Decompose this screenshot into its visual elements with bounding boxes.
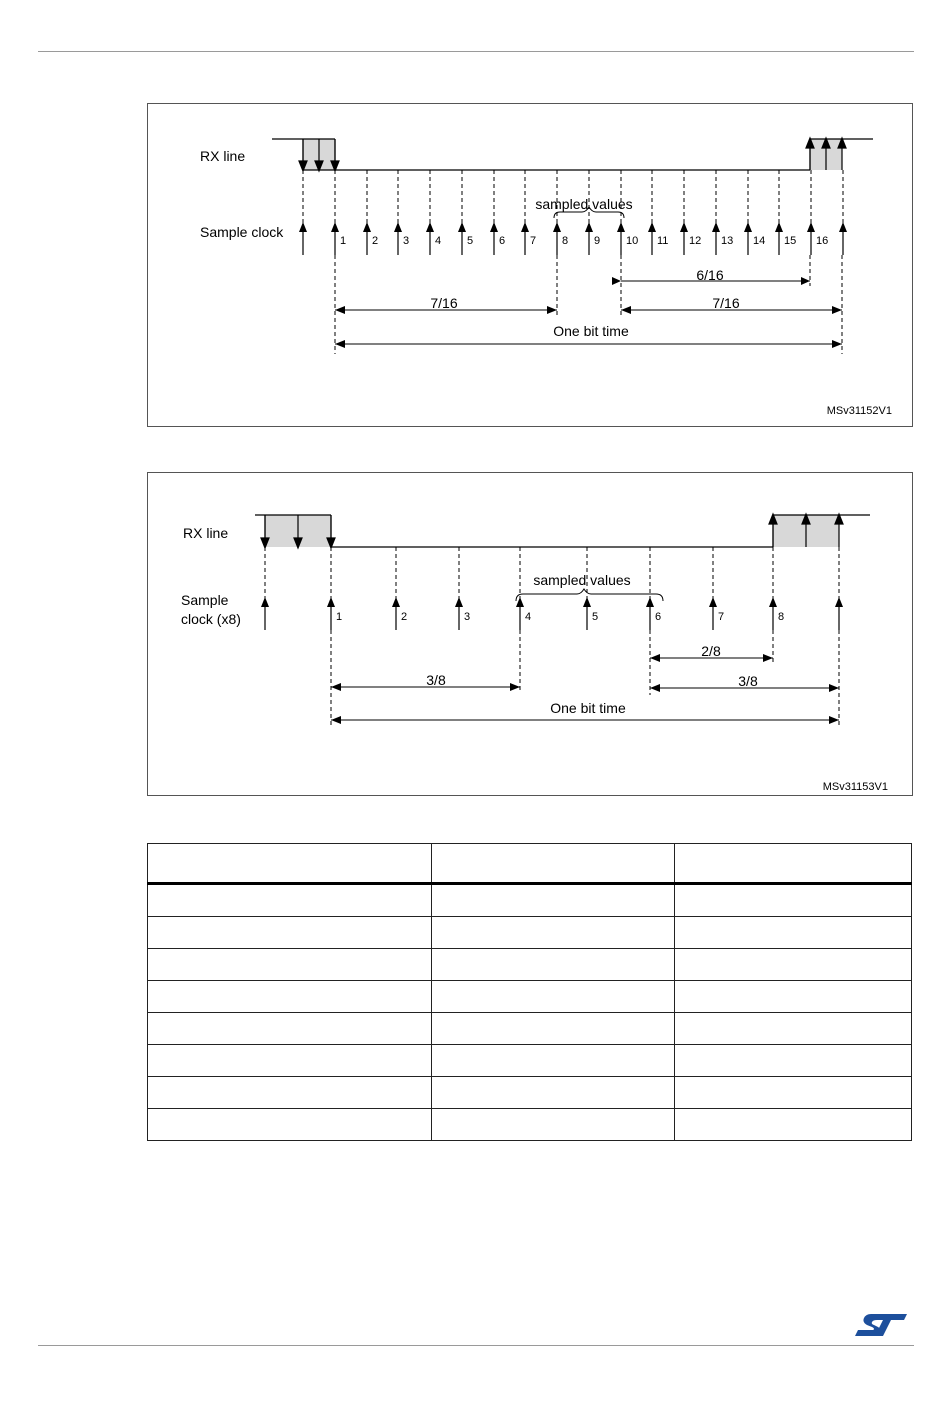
table-row bbox=[148, 1045, 912, 1077]
diagram-16-svg bbox=[148, 104, 914, 428]
sample-number: 15 bbox=[784, 235, 797, 247]
sample-number: 14 bbox=[753, 235, 766, 247]
figure-ref: MSv31153V1 bbox=[822, 781, 888, 793]
oversampling-16-diagram bbox=[147, 103, 913, 427]
table-cell bbox=[674, 917, 911, 949]
header-rule bbox=[38, 51, 914, 52]
dim-7-16-left-label: 7/16 bbox=[430, 295, 458, 311]
table-header-cell bbox=[432, 844, 674, 884]
sampled-values-label: sampled values bbox=[535, 196, 633, 212]
footer-rule bbox=[38, 1345, 914, 1346]
sample-number: 1 bbox=[336, 611, 343, 623]
sample-clock-arrow bbox=[261, 597, 269, 630]
st-logo-shape bbox=[855, 1314, 907, 1336]
table-row bbox=[148, 981, 912, 1013]
sample-number: 3 bbox=[464, 611, 471, 623]
table-cell bbox=[674, 1013, 911, 1045]
sample-number: 9 bbox=[594, 235, 601, 247]
table-cell bbox=[674, 1045, 911, 1077]
sample-clock-arrow bbox=[426, 222, 434, 255]
sample-number: 6 bbox=[655, 611, 662, 623]
table-cell bbox=[148, 981, 432, 1013]
sample-number: 13 bbox=[721, 235, 734, 247]
table-row bbox=[148, 1109, 912, 1141]
figure-ref: MSv31152V1 bbox=[826, 405, 892, 417]
sample-clock-arrow bbox=[490, 222, 498, 255]
table-cell bbox=[432, 1109, 674, 1141]
table-cell bbox=[148, 917, 432, 949]
table-header-cell bbox=[674, 844, 911, 884]
sample-clock-arrow bbox=[775, 222, 783, 255]
table-cell bbox=[432, 1013, 674, 1045]
sample-clock-arrow bbox=[585, 222, 593, 255]
sample-number: 7 bbox=[530, 235, 537, 247]
table-row bbox=[148, 1013, 912, 1045]
table-cell bbox=[432, 917, 674, 949]
sample-clock-arrow bbox=[617, 222, 625, 255]
table-cell bbox=[148, 1077, 432, 1109]
sample-number: 2 bbox=[401, 611, 408, 623]
sample-number: 3 bbox=[403, 235, 410, 247]
table-cell bbox=[432, 884, 674, 917]
sample-number: 5 bbox=[467, 235, 474, 247]
table-cell bbox=[674, 981, 911, 1013]
table-cell bbox=[432, 1045, 674, 1077]
table-cell bbox=[674, 1077, 911, 1109]
one-bit-time-label: One bit time bbox=[550, 700, 626, 716]
oversampling-8-diagram bbox=[147, 472, 913, 796]
sample-number: 8 bbox=[562, 235, 569, 247]
sample-clock-arrow bbox=[516, 597, 524, 630]
table-row bbox=[148, 917, 912, 949]
diagram-8-svg bbox=[148, 473, 914, 797]
sample-clock-arrow bbox=[835, 597, 843, 630]
sample-number: 12 bbox=[689, 235, 702, 247]
dim-7-16-right-label: 7/16 bbox=[712, 295, 740, 311]
dim-6-16-label: 6/16 bbox=[696, 267, 724, 283]
sample-number: 5 bbox=[592, 611, 599, 623]
sample-number: 4 bbox=[525, 611, 532, 623]
rx-line-label: RX line bbox=[200, 148, 246, 164]
table-row bbox=[148, 949, 912, 981]
sample-clock-label-1: Sample bbox=[181, 592, 229, 608]
sample-clock-arrow bbox=[392, 597, 400, 630]
sample-clock-arrow bbox=[709, 597, 717, 630]
dim-3-8-right-label: 3/8 bbox=[738, 673, 758, 689]
sample-number: 8 bbox=[778, 611, 785, 623]
sample-clock-arrow bbox=[327, 597, 335, 630]
sample-clock-arrow bbox=[648, 222, 656, 255]
sample-clock-arrow bbox=[839, 222, 847, 255]
table-cell bbox=[674, 884, 911, 917]
sample-number: 6 bbox=[499, 235, 506, 247]
table-row bbox=[148, 1077, 912, 1109]
dim-2-8-label: 2/8 bbox=[701, 643, 721, 659]
table-cell bbox=[674, 949, 911, 981]
sample-clock-label: Sample clock bbox=[200, 224, 284, 240]
sample-clock-arrow bbox=[299, 222, 307, 255]
st-logo bbox=[853, 1312, 909, 1338]
sample-clock-arrow bbox=[455, 597, 463, 630]
table-cell bbox=[148, 1013, 432, 1045]
sample-clock-arrow bbox=[712, 222, 720, 255]
table-cell bbox=[148, 884, 432, 917]
sampled-values-label: sampled values bbox=[533, 572, 631, 588]
table-header-row bbox=[148, 844, 912, 884]
sample-number: 16 bbox=[816, 235, 829, 247]
one-bit-time-label: One bit time bbox=[553, 323, 629, 339]
sample-number: 1 bbox=[340, 235, 347, 247]
rx-line-label: RX line bbox=[183, 525, 229, 541]
sample-clock-arrow bbox=[583, 597, 591, 630]
sample-number: 11 bbox=[657, 235, 669, 247]
sample-clock-arrow bbox=[807, 222, 815, 255]
table-cell bbox=[432, 981, 674, 1013]
table-cell bbox=[432, 1077, 674, 1109]
empty-table bbox=[147, 843, 912, 1141]
sample-number: 2 bbox=[372, 235, 379, 247]
sample-clock-arrow bbox=[680, 222, 688, 255]
sample-number: 10 bbox=[626, 235, 639, 247]
table-cell bbox=[674, 1109, 911, 1141]
table-cell bbox=[148, 1109, 432, 1141]
table-cell bbox=[148, 1045, 432, 1077]
table-row bbox=[148, 884, 912, 917]
sample-clock-arrow bbox=[458, 222, 466, 255]
sample-number: 4 bbox=[435, 235, 442, 247]
table-cell bbox=[148, 949, 432, 981]
sample-clock-arrow bbox=[331, 222, 339, 255]
sample-clock-arrow bbox=[394, 222, 402, 255]
dim-3-8-left-label: 3/8 bbox=[426, 672, 446, 688]
table-cell bbox=[432, 949, 674, 981]
sample-clock-arrow bbox=[769, 597, 777, 630]
sample-clock-arrow bbox=[363, 222, 371, 255]
sample-number: 7 bbox=[718, 611, 725, 623]
sample-clock-label-2: clock (x8) bbox=[181, 611, 241, 627]
rx-waveform bbox=[272, 139, 873, 170]
sample-clock-arrow bbox=[553, 222, 561, 255]
sample-clock-arrow bbox=[646, 597, 654, 630]
table-header-cell bbox=[148, 844, 432, 884]
sample-clock-arrow bbox=[744, 222, 752, 255]
sampled-values-brace bbox=[516, 589, 663, 601]
sample-clock-arrow bbox=[521, 222, 529, 255]
